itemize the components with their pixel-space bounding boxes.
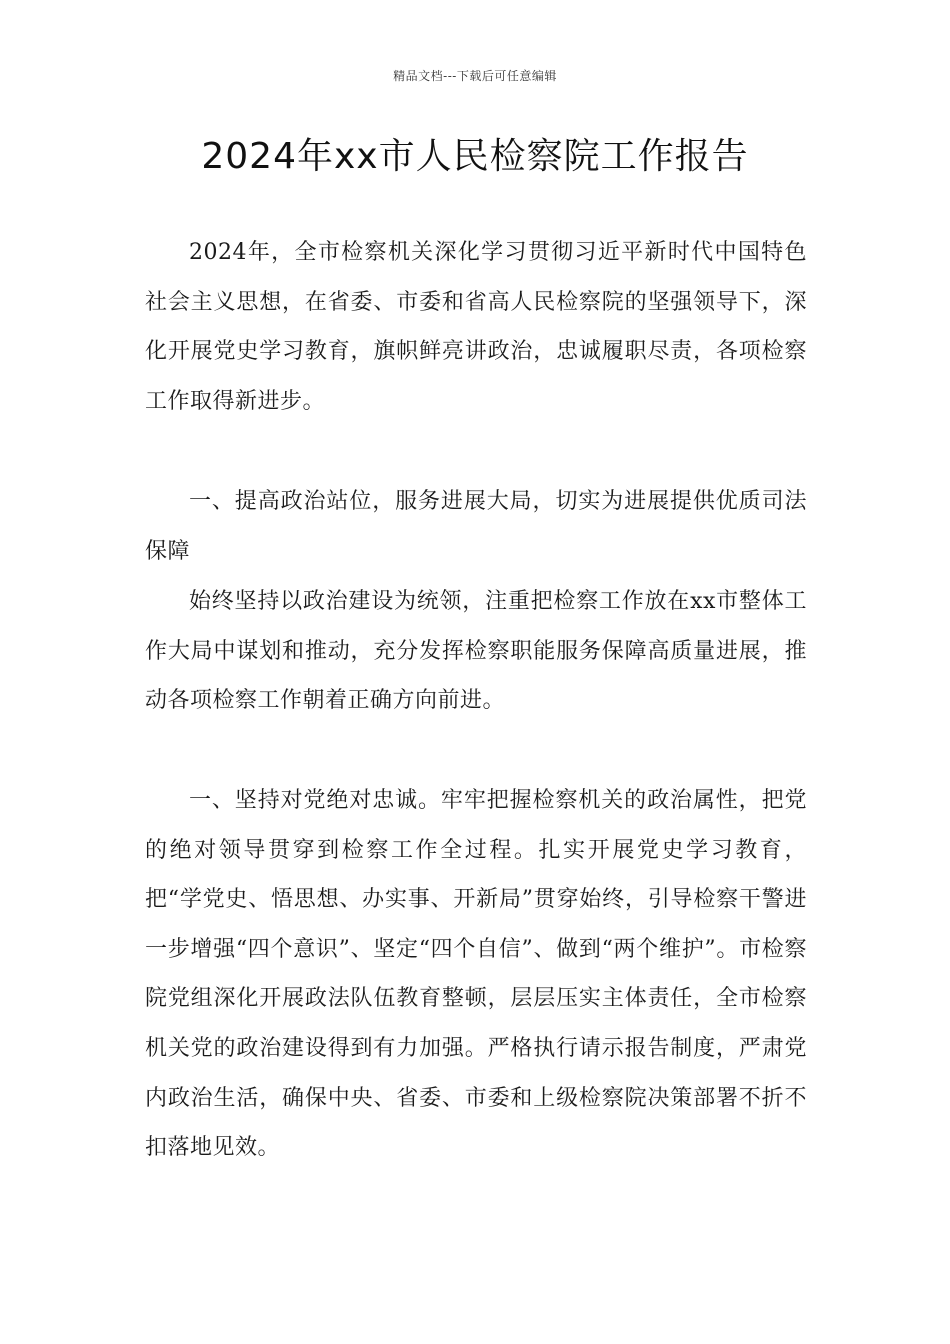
- header-note: 精品文档---下载后可任意编辑: [393, 69, 557, 83]
- section-1-heading: 一、提高政治站位，服务进展大局，切实为进展提供优质司法保障: [145, 489, 807, 564]
- section-1-paragraph: 始终坚持以政治建设为统领，注重把检察工作放在xx市整体工作大局中谋划和推动，充分发挥检察职能服务保障高质量进展，推动各项检察工作朝着正确方向前进。: [145, 589, 807, 714]
- point-1-paragraph: 一、坚持对党绝对忠诚。牢牢把握检察机关的政治属性，把党的绝对领导贯穿到检察工作全过程。扎实开展党史学习教育，把“学党史、悟思想、办实事、开新局”贯穿始终，引导检察干警进一步增强“四个意识”、坚定“四个自信”、做到“两个维护”。市检察院党组深化开展政法队伍教育整顿，层层压实主体责任，全市检察机关党的政治建设得到有力加强。严格执行请示报告制度，严肃党内政治生活，确保中央、省委、市委和上级检察院决策部署不折不扣落地见效。: [145, 788, 807, 1161]
- document-title: 2024年xx市人民检察院工作报告: [201, 136, 749, 177]
- intro-paragraph: 2024年，全市检察机关深化学习贯彻习近平新时代中国特色社会主义思想，在省委、市委和省高人民检察院的坚强领导下，深化开展党史学习教育，旗帜鲜亮讲政治，忠诚履职尽责，各项检察工作取得新进步。: [145, 240, 807, 414]
